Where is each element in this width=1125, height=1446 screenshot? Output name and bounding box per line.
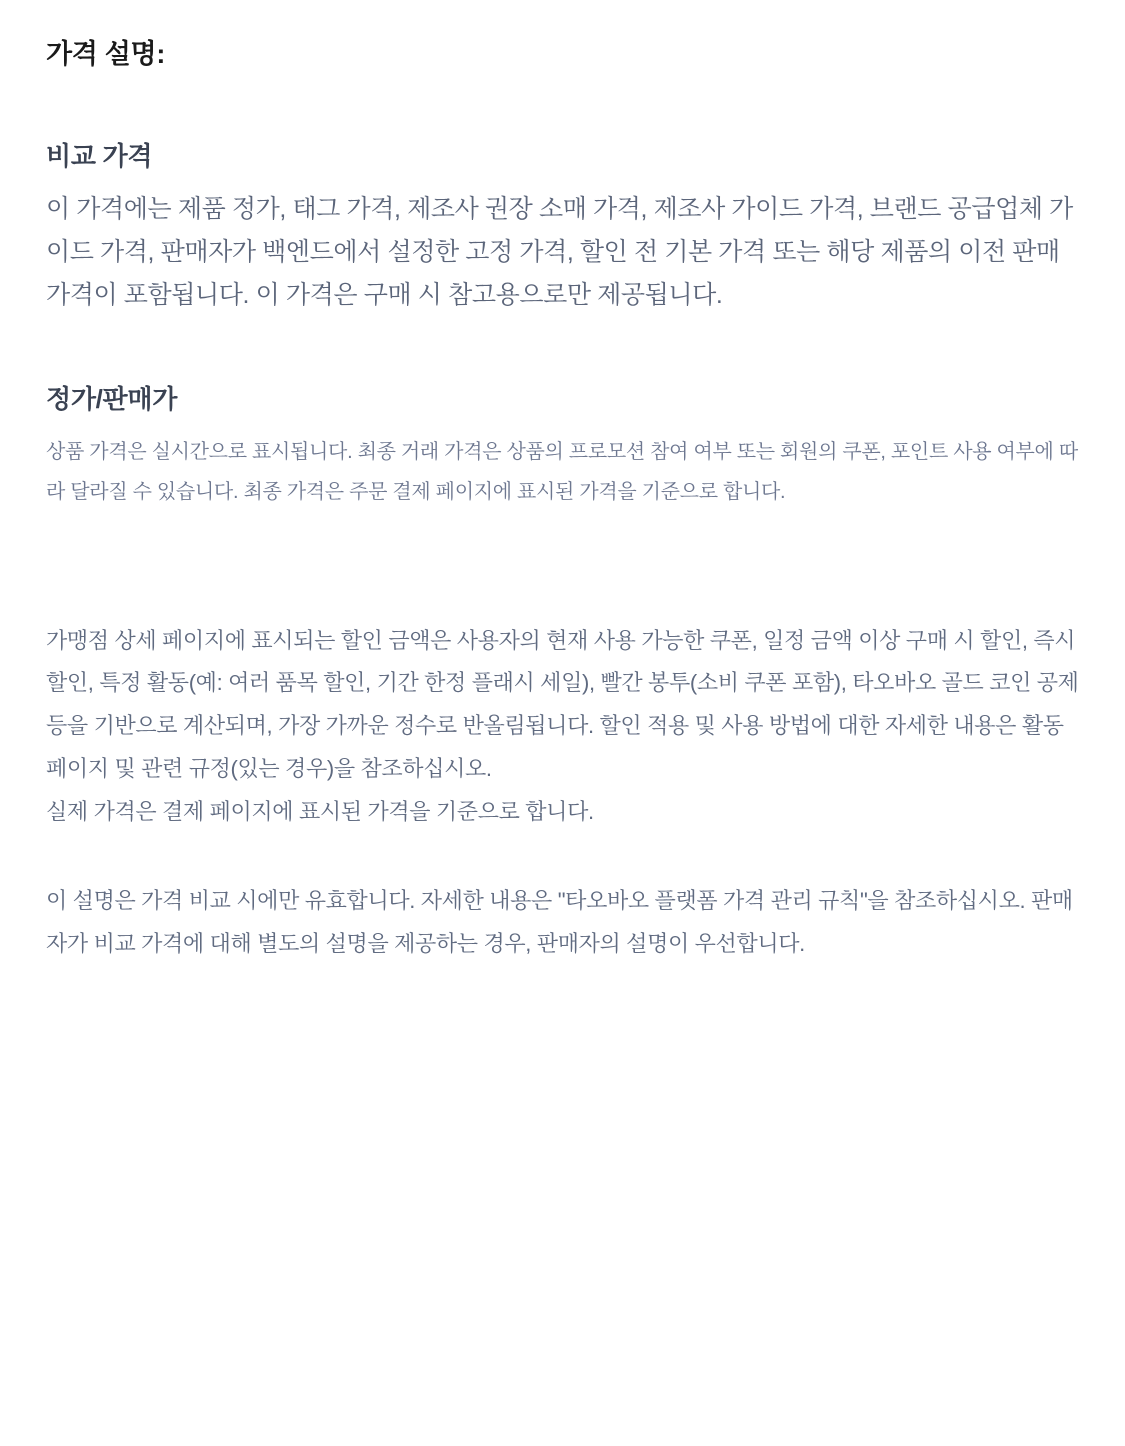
content-spacer bbox=[46, 512, 1079, 620]
section-paragraph-actual-price: 실제 가격은 결제 페이지에 표시된 가격을 기준으로 합니다. bbox=[46, 799, 594, 825]
section-heading-list-sale-price: 정가/판매가 bbox=[46, 384, 178, 415]
section-list-sale-price bbox=[46, 381, 1079, 511]
section-paragraph-discount-calculation: 가맹점 상세 페이지에 표시되는 할인 금액은 사용자의 현재 사용 가능한 쿠폰, 일정 금액 이상 구매 시 할인, 즉시 할인, 특정 활동(예: 여러 품목 할인, 기간 한정 플래시 세일), 빨간 봉투(소비 쿠폰 포함), 타오바오 골드 코인 공제 등을 기반으로 계산되며, 가장 가까운 정수로 반올림됩니다. 할인 적용 및 사용 방법에 대한 자세한 내용은 활동 페이지 및 관련 규정(있는 경우)을 참조하십시오. bbox=[46, 627, 1079, 782]
section-paragraph-disclaimer: 이 설명은 가격 비교 시에만 유효합니다. 자세한 내용은 "타오바오 플랫폼 가격 관리 규칙"을 참조하십시오. 판매자가 비교 가격에 대해 별도의 설명을 제공하는 경우, 판매자의 설명이 우선합니다. bbox=[46, 888, 1073, 956]
page-title: 가격 설명: bbox=[46, 39, 166, 69]
section-disclaimer bbox=[46, 880, 1079, 966]
section-paragraph-list-sale-price: 상품 가격은 실시간으로 표시됩니다. 최종 거래 가격은 상품의 프로모션 참여 여부 또는 회원의 쿠폰, 포인트 사용 여부에 따라 달라질 수 있습니다. 최종 가격은 주문 결제 페이지에 표시된 가격을 기준으로 합니다. bbox=[46, 440, 1078, 503]
section-comparison-price bbox=[46, 138, 1079, 317]
content-spacer-secondary bbox=[46, 834, 1079, 880]
section-paragraph-comparison-price: 이 가격에는 제품 정가, 태그 가격, 제조사 권장 소매 가격, 제조사 가이드 가격, 브랜드 공급업체 가이드 가격, 판매자가 백엔드에서 설정한 고정 가격, 할인 전 기본 가격 또는 해당 제품의 이전 판매 가격이 포함됩니다. 이 가격은 구매 시 참고용으로만 제공됩니다. bbox=[46, 195, 1073, 310]
section-heading-comparison-price: 비교 가격 bbox=[46, 140, 153, 171]
section-discount-detail bbox=[46, 620, 1079, 834]
